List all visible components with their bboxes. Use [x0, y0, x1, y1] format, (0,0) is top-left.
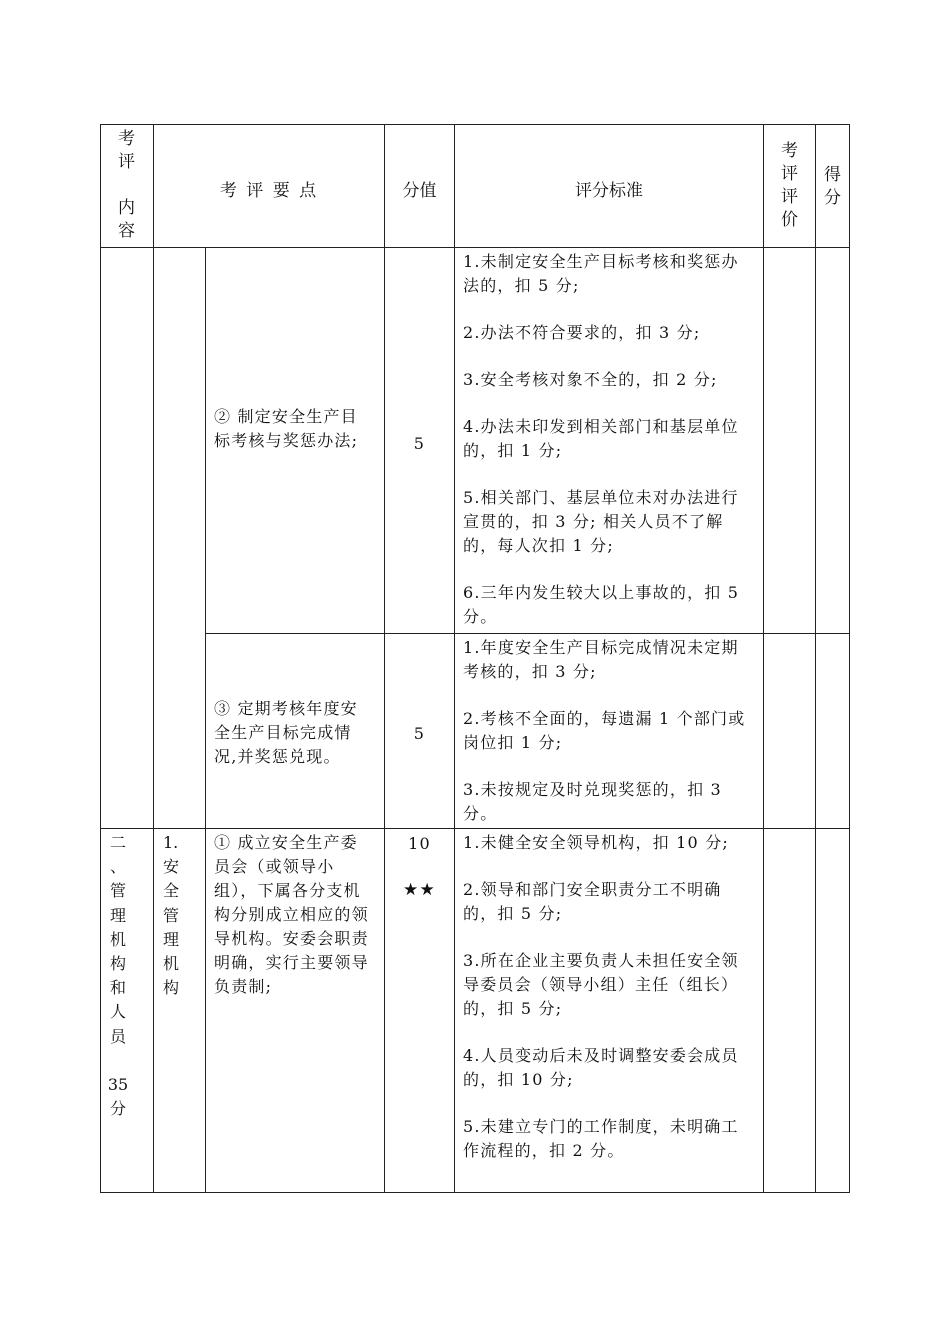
criterion-item: 2.领导和部门安全职责分工不明确的，扣 5 分; — [463, 880, 722, 923]
item-char: 机 — [163, 954, 180, 974]
criterion-item: 6.三年内发生较大以上事故的，扣 5 分。 — [463, 583, 740, 626]
content-char: 、 — [110, 857, 127, 877]
grid-line — [849, 124, 850, 1193]
row-criteria — [463, 831, 755, 1163]
row-criteria — [463, 636, 755, 826]
header-score-label: 分值 — [402, 181, 437, 201]
criterion-item: 1.年度安全生产目标完成情况未定期考核的，扣 3 分; — [463, 638, 739, 681]
criterion-item: 3.所在企业主要负责人未担任安全领导委员会（领导小组）主任（组长）的，扣 5 分; — [463, 951, 739, 1018]
item-char: 全 — [163, 881, 180, 901]
criterion-item: 1.未健全安全领导机构，扣 10 分; — [463, 833, 729, 852]
item-char: 1. — [163, 833, 179, 852]
header-char: 评 — [781, 164, 798, 184]
criterion-item: 4.办法未印发到相关部门和基层单位的，扣 1 分; — [463, 417, 739, 460]
row-stars: ★★ — [403, 880, 436, 900]
header-points-label: 考 评 要 点 — [219, 181, 319, 201]
criterion-item: 3.安全考核对象不全的，扣 2 分; — [463, 370, 718, 389]
content-char: 员 — [110, 1026, 127, 1046]
row-score: 5 — [413, 724, 426, 743]
header-result-label — [824, 164, 840, 210]
header-char: 价 — [781, 210, 798, 230]
header-content-label — [118, 128, 134, 243]
header-char: 考 — [781, 141, 798, 161]
row-item-label — [163, 831, 185, 1000]
header-char: 容 — [118, 221, 135, 241]
item-char: 构 — [163, 978, 180, 998]
grid-line — [100, 1192, 850, 1193]
criterion-item: 2.办法不符合要求的，扣 3 分; — [463, 323, 701, 342]
content-char: 机 — [110, 929, 127, 949]
header-char: 考 — [118, 129, 135, 149]
row-score: 10 — [408, 834, 431, 853]
content-char: 理 — [110, 905, 127, 925]
header-char: 得 — [824, 165, 841, 185]
grid-line — [100, 124, 101, 1193]
content-char: 分 — [110, 1099, 127, 1119]
content-char: 和 — [110, 978, 127, 998]
grid-line — [815, 124, 816, 1193]
row-score: 5 — [413, 434, 426, 453]
content-char: 人 — [110, 1002, 127, 1022]
header-criteria-label: 评分标准 — [575, 181, 643, 201]
header-char: 评 — [781, 187, 798, 207]
content-char — [110, 1049, 126, 1073]
criterion-item: 5.相关部门、基层单位未对办法进行宣贯的，扣 3 分; 相关人员不了解的，每人次扣 1 分; — [463, 488, 739, 555]
row-point: ② 制定安全生产目标考核与奖惩办法; — [214, 407, 359, 450]
row-criteria — [463, 250, 755, 629]
header-evaluation-label — [781, 140, 797, 232]
header-char — [118, 174, 134, 197]
criterion-item: 3.未按规定及时兑现奖惩的，扣 3 分。 — [463, 780, 722, 823]
grid-line — [205, 247, 206, 1193]
criterion-item: 5.未建立专门的工作制度，未明确工作流程的，扣 2 分。 — [463, 1117, 739, 1160]
content-char: 构 — [110, 954, 127, 974]
grid-line — [384, 124, 385, 1193]
criterion-item: 2.考核不全面的，每遗漏 1 个部门或岗位扣 1 分; — [463, 709, 746, 752]
header-char: 分 — [824, 188, 841, 208]
row-point: ③ 定期考核年度安全生产目标完成情况,并奖惩兑现。 — [214, 699, 358, 766]
grid-line — [153, 124, 154, 1193]
content-char: 管 — [110, 881, 127, 901]
grid-line — [763, 124, 764, 1193]
content-char: 二 — [110, 833, 127, 852]
item-char: 安 — [163, 857, 180, 877]
grid-line — [100, 247, 850, 248]
grid-line — [205, 633, 850, 634]
grid-line — [454, 124, 455, 1193]
item-char: 理 — [163, 929, 180, 949]
criterion-item: 4.人员变动后未及时调整安委会成员的，扣 10 分; — [463, 1046, 739, 1089]
header-char: 评 — [118, 152, 135, 172]
row-point: ① 成立安全生产委员会（或领导小组），下属各分支机构分别成立相应的领导机构。安委会职责明确，实行主要领导负责制; — [214, 833, 369, 996]
content-char: 35 — [107, 1074, 129, 1094]
grid-line — [100, 124, 850, 125]
grid-line — [100, 828, 850, 829]
row-content-label — [107, 831, 129, 1121]
header-char: 内 — [118, 198, 135, 218]
criterion-item: 1.未制定安全生产目标考核和奖惩办法的，扣 5 分; — [463, 252, 739, 295]
item-char: 管 — [163, 905, 180, 925]
